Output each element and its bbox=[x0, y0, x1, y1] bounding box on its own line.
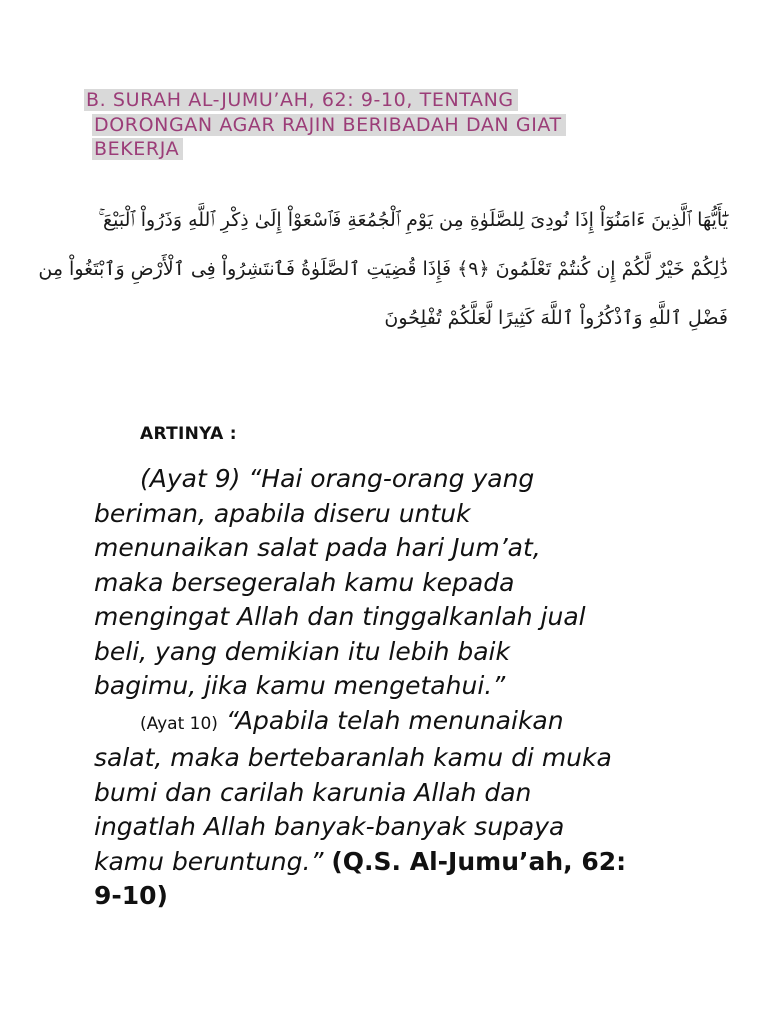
ayat10-line-1-text: “Apabila telah menunaikan bbox=[225, 705, 564, 735]
translation-block bbox=[94, 462, 734, 914]
ayat10-label: (Ayat 10) bbox=[140, 713, 218, 734]
arabic-line-1: يَٰٓأَيُّهَا ٱلَّذِينَ ءَامَنُوٓاْ إِذَا نُودِىَ لِلصَّلَوٰةِ مِن يَوْمِ ٱلْجُمُعَةِ فَٱسْعَوْاْ إِلَىٰ ذِكْرِ ٱللَّهِ وَذَرُواْ ٱلْبَيْعَ ۚ bbox=[98, 209, 728, 231]
ayat9-line-3: menunaikan salat pada hari Jum’at, bbox=[94, 533, 541, 562]
artinya-label: ARTINYA : bbox=[140, 424, 237, 444]
ayat10-line-1 bbox=[94, 704, 734, 742]
ayat10-line-3: bumi dan carilah karunia Allah dan bbox=[94, 777, 532, 807]
ayat10-line-5-text: kamu beruntung.” bbox=[94, 846, 324, 876]
arabic-line-3: فَضْلِ ٱللَّهِ وَٱذْكُرُواْ ٱللَّهَ كَثِيرًا لَّعَلَّكُمْ تُفْلِحُونَ bbox=[384, 307, 728, 329]
heading-line-1 bbox=[84, 88, 604, 113]
ayat9-line-2: beriman, apabila diseru untuk bbox=[94, 498, 471, 528]
ayat9-line-1: (Ayat 9) “Hai orang-orang yang bbox=[140, 464, 535, 493]
ayat10-line-2: salat, maka bertebaranlah kamu di muka bbox=[94, 743, 612, 772]
heading-line-2 bbox=[84, 113, 604, 138]
surah-reference-verses: 9-10) bbox=[94, 881, 168, 910]
ayat10-line-5 bbox=[94, 845, 734, 880]
section-heading bbox=[84, 88, 604, 162]
heading-text-2: DORONGAN AGAR RAJIN BERIBADAH DAN GIAT bbox=[92, 114, 566, 136]
heading-line-3 bbox=[84, 137, 604, 162]
arabic-verse bbox=[38, 196, 728, 343]
surah-reference: (Q.S. Al-Jumu’ah, 62: bbox=[331, 846, 627, 876]
ayat10-line-4: ingatlah Allah banyak-banyak supaya bbox=[94, 812, 565, 841]
heading-text-1: B. SURAH AL-JUMU’AH, 62: 9-10, TENTANG bbox=[84, 89, 518, 111]
ayat10-line-6 bbox=[94, 879, 734, 914]
ayat9-line-5: mengingat Allah dan tinggalkanlah jual bbox=[94, 602, 586, 631]
ayat9-line-6: beli, yang demikian itu lebih baik bbox=[94, 636, 510, 666]
arabic-line-2: ذَٰلِكُمْ خَيْرٌ لَّكُمْ إِن كُنتُمْ تَعْلَمُونَ ﴿٩﴾ فَإِذَا قُضِيَتِ ٱلصَّلَوٰةُ فَٱنتَشِرُواْ فِى ٱلْأَرْضِ وَٱبْتَغُواْ مِن bbox=[38, 258, 728, 280]
ayat9-line-4: maka bersegeralah kamu kepada bbox=[94, 567, 515, 597]
heading-text-3: BEKERJA bbox=[92, 138, 183, 160]
ayat9-line-7: bagimu, jika kamu mengetahui.” bbox=[94, 671, 506, 700]
